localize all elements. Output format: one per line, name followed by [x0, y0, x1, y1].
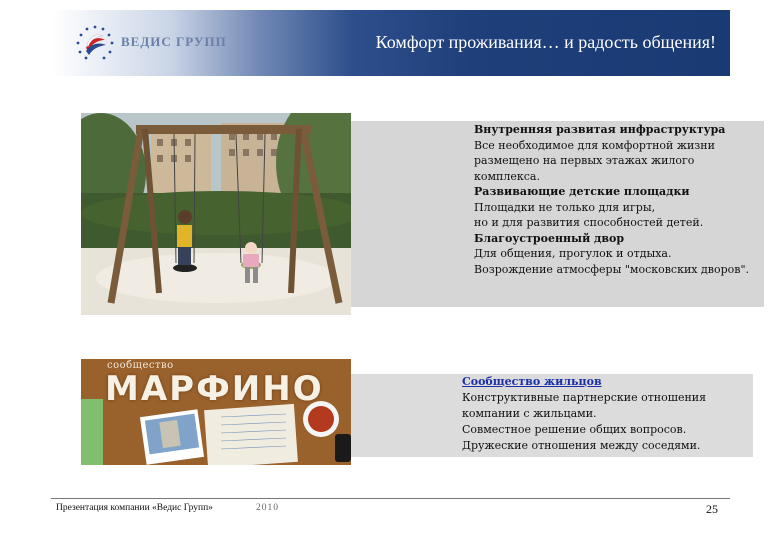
- marfino-small-caption: сообщество: [107, 360, 174, 371]
- infrastructure-text: [474, 122, 764, 277]
- community-line: Конструктивные партнерские отношения: [462, 391, 707, 404]
- page-number: 25: [706, 502, 718, 516]
- residents-community-link[interactable]: Сообщество жильцов: [462, 375, 602, 388]
- infrastructure-line: размещено на первых этажах жилого: [474, 154, 695, 167]
- infrastructure-heading: Внутренняя развитая инфраструктура: [474, 123, 726, 136]
- logo-emblem-icon: [75, 24, 115, 64]
- marfino-community-image: [81, 359, 351, 465]
- yard-heading: Благоустроенный двор: [474, 231, 625, 245]
- community-line: Дружеские отношения между соседями.: [462, 439, 701, 452]
- playground-photo: [81, 113, 351, 315]
- yard-line: Возрождение атмосферы "московских дворов".: [474, 262, 749, 276]
- community-line: Совместное решение общих вопросов.: [462, 423, 687, 436]
- logo-text: ВЕДИС ГРУПП: [121, 34, 227, 49]
- playgrounds-heading: Развивающие детские площадки: [474, 185, 690, 198]
- footer-presentation-title: Презентация компании «Ведис Групп»: [56, 503, 213, 513]
- header-banner: [51, 10, 730, 76]
- yard-line: Для общения, прогулок и отдыха.: [474, 247, 672, 260]
- community-text: [462, 374, 752, 454]
- community-line: компании с жильцами.: [462, 407, 597, 420]
- playgrounds-line: Площадки не только для игры,: [474, 200, 656, 214]
- header-title: Комфорт проживания… и радость общения!: [375, 32, 716, 52]
- infrastructure-line: Все необходимое для комфортной жизни: [474, 138, 715, 152]
- infrastructure-line: комплекса.: [474, 169, 540, 183]
- marfino-big-caption: МАРФИНО: [105, 369, 324, 409]
- playgrounds-line: но и для развития способностей детей.: [474, 216, 704, 229]
- footer-divider: [51, 498, 730, 499]
- footer-year: 2010: [256, 503, 279, 513]
